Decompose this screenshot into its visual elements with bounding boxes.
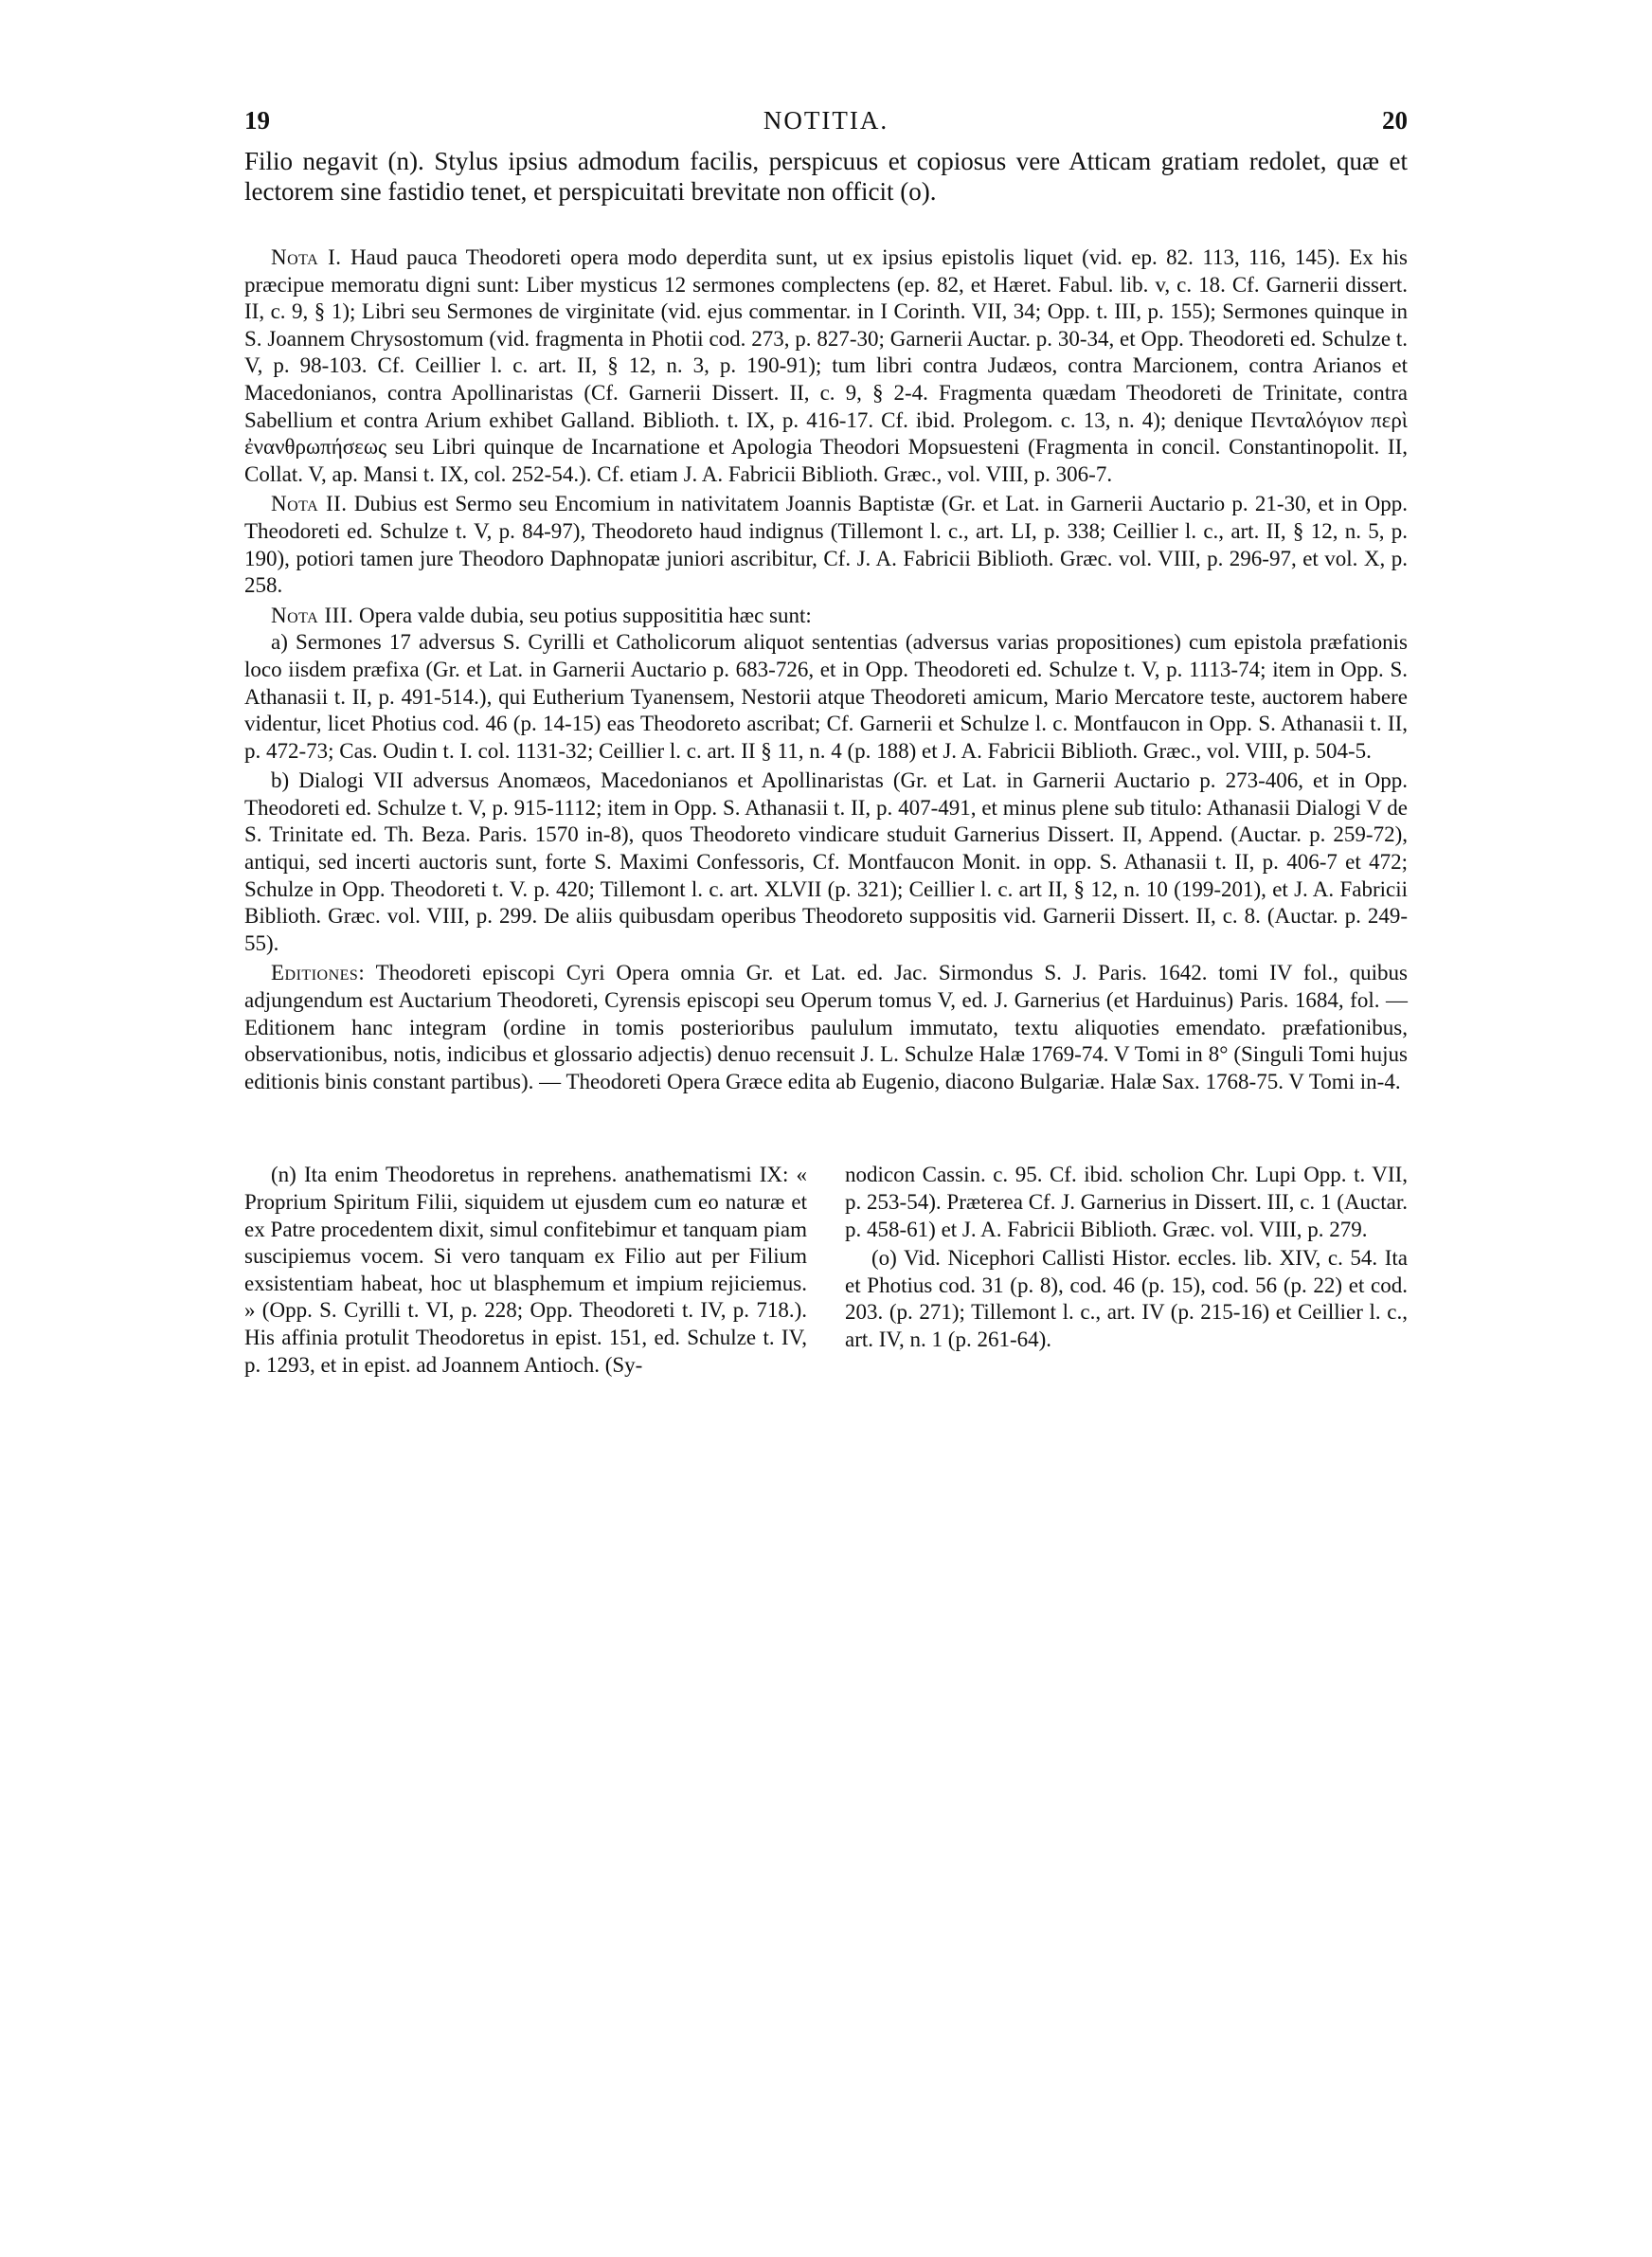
page-number-right: 20 bbox=[1382, 106, 1408, 135]
nota-2-text: Dubius est Sermo seu Encomium in nativitatem Joannis Baptistæ (Gr. et Lat. in Garnerii Auctario p. 21-30, et in Opp. Theodoreti ed. Schulze t. V, p. 84-97), Theodoreto haud indignus (Tillemont l. c., art. LI, p. 338; Ceillier l. c., art. II, § 12, n. 5, p. 190), potiori tamen jure Theodoro Daphnopatæ juniori ascribitur, Cf. J. A. Fabricii Biblioth. Græc. vol. VIII, p. 296-97, et vol. X, p. 258. bbox=[244, 492, 1408, 598]
footnotes bbox=[244, 1162, 1408, 1379]
footnote-n-text: Ita enim Theodoretus in reprehens. anathematismi IX: « Proprium Spiritum Filii, siquidem ut ejusdem cum eo naturæ et ex Patre procedentem dixit, simul confitebimur et tanquam piam suscipiemus vocem. Si vero tanquam ex Filio aut per Filium exsistentiam habeat, hoc ut blasphemum et impium rejiciemus. » (Opp. S. Cyrilli t. VI, p. 228; Opp. Theodoreti t. IV, p. 718.). His affinia protulit Theodoretus in epist. 151, ed. Schulze t. IV, p. 1293, et in epist. ad Joannem Antioch. (Sy- bbox=[244, 1163, 808, 1377]
footnote-o bbox=[845, 1245, 1408, 1353]
nota-3 bbox=[244, 603, 1408, 630]
nota-1 bbox=[244, 244, 1408, 488]
nota-2-label: Nota II. bbox=[271, 492, 348, 516]
footnote-n-label: (n) bbox=[271, 1163, 296, 1187]
intro-paragraph: Filio negavit (n). Stylus ipsius admodum facilis, perspicuus et copiosus vere Atticam gratiam redolet, quæ et lectorem sine fastidio tenet, et perspicuitati brevitate non officit (o). bbox=[244, 147, 1408, 206]
footnote-o-label: (o) bbox=[871, 1246, 897, 1271]
nota-3-item-a: a) Sermones 17 adversus S. Cyrilli et Catholicorum aliquot sententias (adversus varias propositiones) cum epistola præfationis loco iisdem præfixa (Gr. et Lat. in Garnerii Auctario p. 683-726, et in Opp. Theodoreti ed. Schulze t. V, p. 1113-74; item in Opp. S. Athanasii t. II, p. 491-514.), qui Eutherium Tyanensem, Nestorii atque Theodoreti amicum, Mario Mercatore teste, auctorem habere videntur, licet Photius cod. 46 (p. 14-15) eas Theodoreto ascribat; Cf. Garnerii et Schulze l. c. Montfaucon in Opp. S. Athanasii t. II, p. 472-73; Cas. Oudin t. I. col. 1131-32; Ceillier l. c. art. II § 11, n. 4 (p. 188) et J. A. Fabricii Biblioth. Græc., vol. VIII, p. 504-5. bbox=[244, 630, 1408, 763]
header-title: NOTITIA. bbox=[763, 106, 889, 135]
footnote-n-continued: nodicon Cassin. c. 95. Cf. ibid. scholion Chr. Lupi Opp. t. VII, p. 253-54). Præterea Cf. J. Garnerius in Dissert. III, c. 1 (Auctar. p. 458-61) et J. A. Fabricii Biblioth. Græc. vol. VIII, p. 279. bbox=[845, 1163, 1408, 1241]
editiones bbox=[244, 960, 1408, 1095]
nota-3-item-b: b) Dialogi VII adversus Anomæos, Macedonianos et Apollinaristas (Gr. et Lat. in Garnerii Auctario p. 273-406, et in Opp. Theodoreti ed. Schulze t. V, p. 915-1112; item in Opp. S. Athanasii t. II, p. 407-491, et minus plene sub titulo: Athanasii Dialogi V de S. Trinitate ed. Th. Beza. Paris. 1570 in-8), quos Theodoreto vindicare studuit Garnerius Dissert. II, Append. (Auctar. p. 259-72), antiqui, sed incerti auctoris sunt, forte S. Maximi Confessoris, Cf. Montfaucon Monit. in opp. S. Athanasii t. II, p. 406-7 et 472; Schulze in Opp. Theodoreti t. V. p. 420; Tillemont l. c. art. XLVII (p. 321); Ceillier l. c. art II, § 12, n. 10 (199-201), et J. A. Fabricii Biblioth. Græc. vol. VIII, p. 299. De aliis quibusdam operibus Theodoreto suppositis vid. Garnerii Dissert. II, c. 8. (Auctar. p. 249-55). bbox=[244, 768, 1408, 955]
nota-3-label: Nota III. bbox=[271, 603, 354, 627]
footnotes-left-column bbox=[244, 1162, 807, 1379]
footnote-n bbox=[244, 1162, 807, 1379]
document-page bbox=[244, 106, 1408, 1379]
editiones-text: Theodoreti episcopi Cyri Opera omnia Gr. et Lat. ed. Jac. Sirmondus S. J. Paris. 1642. tomi IV fol., quibus adjungendum est Auctarium Theodoreti, Cyrensis episcopi seu Operum tomus V, ed. J. Garnerius (et Harduinus) Paris. 1684, fol. — Editionem hanc integram (ordine in tomis posterioribus paululum immutato, textu aliquoties emendato. præfationibus, observationibus, notis, indicibus et glossario adjectis) denuo recensuit J. L. Schulze Halæ 1769-74. V Tomi in 8° (Singuli Tomi hujus editionis binis constant partibus). — Theodoreti Opera Græce edita ab Eugenio, diacono Bulgariæ. Halæ Sax. 1768-75. V Tomi in-4. bbox=[244, 961, 1408, 1093]
nota-3-text: Opera valde dubia, seu potius supposititia hæc sunt: bbox=[358, 603, 812, 627]
nota-1-text: Haud pauca Theodoreti opera modo deperdita sunt, ut ex ipsius epistolis liquet (vid. ep. 82. 113, 116, 145). Ex his præcipue memoratu digni sunt: Liber mysticus 12 sermones complectens (ep. 82, et Hæret. Fabul. lib. v, c. 18. Cf. Garnerii dissert. II, c. 9, § 1); Libri seu Sermones de virginitate (vid. ejus commentar. in I Corinth. VII, 34; Opp. t. III, p. 155); Sermones quinque in S. Joannem Chrysostomum (vid. fragmenta in Photii cod. 273, p. 827-30; Garnerii Auctar. p. 30-34, et Opp. Theodoreti ed. Schulze t. V, p. 98-103. Cf. Ceillier l. c. art. II, § 12, n. 3, p. 190-91); tum libri contra Judæos, contra Marcionem, contra Arianos et Macedonianos, contra Apollinaristas (Cf. Garnerii Dissert. II, c. 9, § 2-4. Fragmenta quædam Theodoreti de Trinitate, contra Sabellium et contra Arium exhibet Galland. Biblioth. t. IX, p. 416-17. Cf. ibid. Prolegom. c. 13, n. 4); denique Πενταλόγιον περὶ ἐνανθρωπήσεως seu Libri quinque de Incarnatione et Apologia Theodori Mopsuesteni (Fragmenta in concil. Constantinopolit. II, Collat. V, ap. Mansi t. IX, col. 252-54.). Cf. etiam J. A. Fabricii Biblioth. Græc., vol. VIII, p. 306-7. bbox=[244, 245, 1409, 486]
footnote-o-text: Vid. Nicephori Callisti Histor. eccles. lib. XIV, c. 54. Ita et Photius cod. 31 (p. 8), cod. 46 (p. 15), cod. 56 (p. 22) et cod. 203. (p. 271); Tillemont l. c., art. IV (p. 215-16) et Ceillier l. c., art. IV, n. 1 (p. 261-64). bbox=[845, 1246, 1408, 1351]
footnotes-right-column bbox=[845, 1162, 1408, 1379]
page-number-left: 19 bbox=[244, 106, 270, 135]
nota-2 bbox=[244, 491, 1408, 599]
editiones-label: Editiones: bbox=[271, 961, 366, 985]
notes-section bbox=[244, 244, 1408, 1095]
nota-1-label: Nota I. bbox=[271, 245, 342, 269]
running-header bbox=[244, 106, 1408, 146]
